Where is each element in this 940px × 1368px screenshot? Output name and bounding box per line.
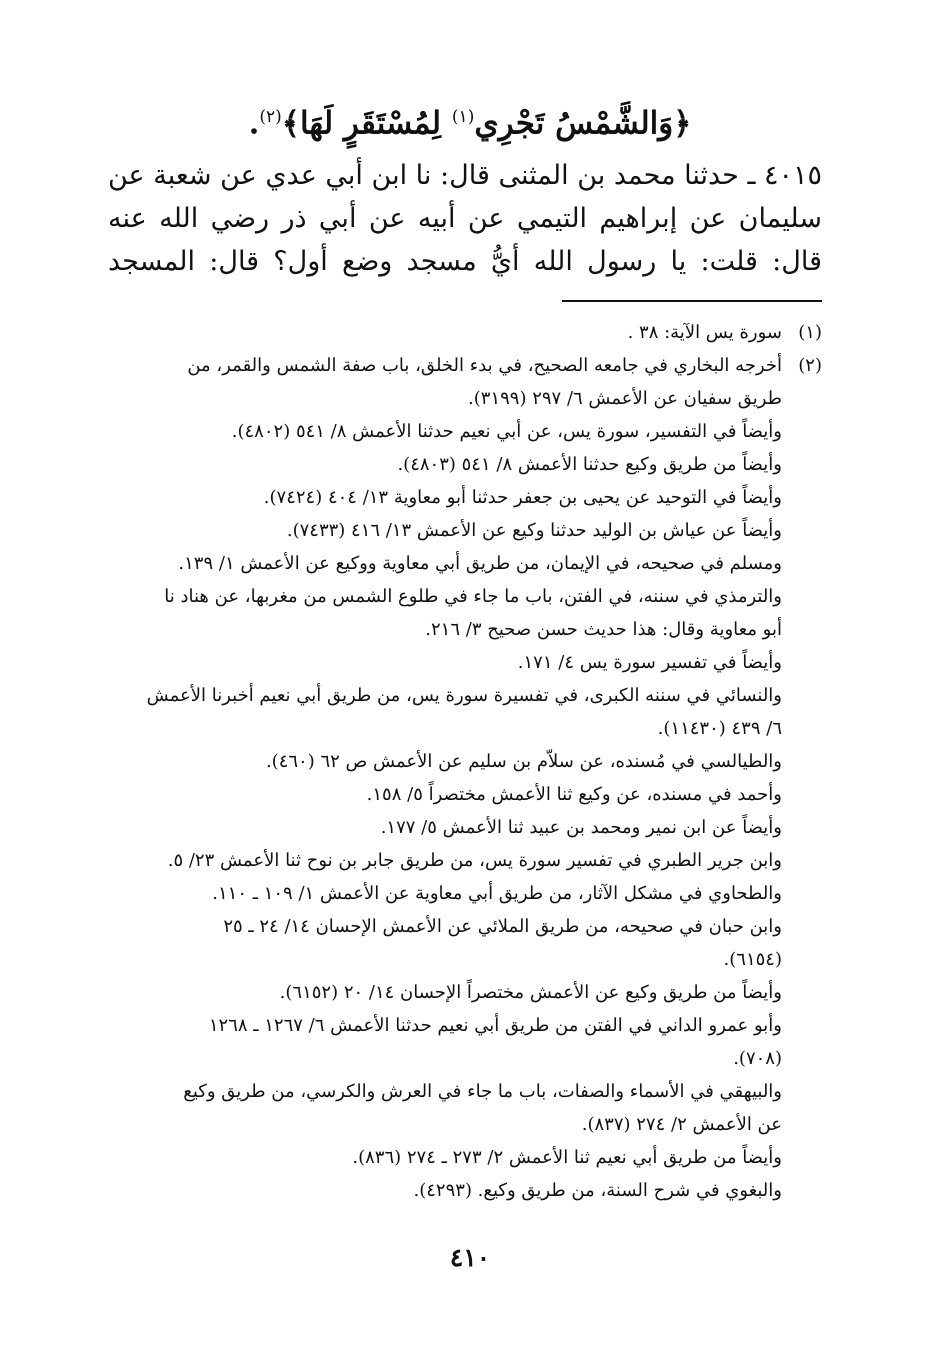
footnote-line: وأيضاً في التوحيد عن يحيى بن جعفر حدثنا أبو معاوية ١٣/ ٤٠٤ (٧٤٢٤).	[263, 487, 782, 508]
footnote-number: (٢)	[798, 355, 822, 376]
footnote-1	[105, 316, 822, 349]
footnote-line: أبو معاوية وقال: هذا حديث حسن صحيح ٣/ ٢١٦.	[425, 619, 782, 640]
footnote-line: والبغوي في شرح السنة، من طريق وكيع. (٤٢٩٣).	[413, 1180, 782, 1201]
footnote-line: وأبو عمرو الداني في الفتن من طريق أبي نعيم حدثنا الأعمش ٦/ ١٢٦٧ ـ ١٢٦٨	[208, 1015, 782, 1036]
footnote-line: والنسائي في سننه الكبرى، في تفسيرة سورة يس، من طريق أبي نعيم أخبرنا الأعمش	[146, 685, 782, 706]
footnote-line: طريق سفيان عن الأعمش ٦/ ٢٩٧ (٣١٩٩).	[468, 388, 782, 409]
hadith-text	[108, 154, 822, 283]
footnote-line: والطيالسي في مُسنده، عن سلاّم بن سليم عن الأعمش ص ٦٢ (٤٦٠).	[265, 751, 782, 772]
footnotes	[105, 316, 822, 1207]
verse-text-1: ﴿وَالشَّمْسُ تَجْرِي	[474, 105, 692, 142]
footnote-line: وأيضاً من طريق وكيع حدثنا الأعمش ٨/ ٥٤١ (٤٨٠٣).	[397, 454, 782, 475]
footnote-line: والبيهقي في الأسماء والصفات، باب ما جاء في العرش والكرسي، من طريق وكيع	[183, 1081, 782, 1102]
hadith-line: قال: قلت: يا رسول الله أيُّ مسجد وضع أول؟ قال: المسجد	[108, 246, 822, 277]
footnote-line: وابن حبان في صحيحه، من طريق الملائي عن الأعمش الإحسان ١٤/ ٢٤ ـ ٢٥	[223, 916, 782, 937]
footnote-line: ٦/ ٤٣٩ (١١٤٣٠).	[657, 718, 782, 739]
footnote-separator	[562, 300, 822, 302]
footnote-ref-2[interactable]: (٢)	[259, 107, 282, 127]
verse-text-2: لِمُسْتَقَرٍ لَهَا﴾	[281, 105, 442, 142]
footnote-line: عن الأعمش ٢/ ٢٧٤ (٨٣٧).	[581, 1114, 782, 1135]
footnote-line: أخرجه البخاري في جامعه الصحيح، في بدء الخلق، باب صفة الشمس والقمر، من	[187, 355, 782, 376]
footnote-line: وأحمد في مسنده، عن وكيع ثنا الأعمش مختصراً ٥/ ١٥٨.	[366, 784, 782, 805]
page-number: ٤١٠	[449, 1243, 491, 1272]
footnote-2	[105, 349, 822, 1207]
footnote-line: (٦١٥٤).	[723, 949, 782, 970]
footnote-line: والترمذي في سننه، في الفتن، باب ما جاء في طلوع الشمس من مغربها، عن هناد نا	[164, 586, 782, 607]
footnote-line: وأيضاً من طريق أبي نعيم ثنا الأعمش ٢/ ٢٧٣ ـ ٢٧٤ (٨٣٦).	[352, 1147, 782, 1168]
footnote-line: وأيضاً في التفسير، سورة يس، عن أبي نعيم حدثنا الأعمش ٨/ ٥٤١ (٤٨٠٢).	[231, 421, 782, 442]
footnote-line: وابن جرير الطبري في تفسير سورة يس، من طريق جابر بن نوح ثنا الأعمش ٢٣/ ٥.	[167, 850, 782, 871]
hadith-line: سليمان عن إبراهيم التيمي عن أبيه عن أبي ذر رضي الله عنه	[108, 203, 822, 234]
hadith-line: ٤٠١٥ ـ حدثنا محمد بن المثنى قال: نا ابن أبي عدي عن شعبة عن	[108, 160, 822, 191]
footnote-line: وأيضاً في تفسير سورة يس ٤/ ١٧١.	[517, 652, 782, 673]
footnote-ref-1[interactable]: (١)	[451, 107, 475, 127]
footnote-line: سورة يس الآية: ٣٨ .	[627, 322, 782, 343]
footnote-line: (٧٠٨).	[733, 1048, 782, 1069]
verse-heading	[100, 92, 840, 148]
footnote-number: (١)	[798, 322, 822, 343]
footnote-line: وأيضاً عن ابن نمير ومحمد بن عبيد ثنا الأعمش ٥/ ١٧٧.	[380, 817, 782, 838]
footnote-line: والطحاوي في مشكل الآثار، من طريق أبي معاوية عن الأعمش ١/ ١٠٩ ـ ١١٠.	[212, 883, 782, 904]
footnote-line: وأيضاً عن عياش بن الوليد حدثنا وكيع عن الأعمش ١٣/ ٤١٦ (٧٤٣٣).	[286, 520, 782, 541]
footnote-line: وأيضاً من طريق وكيع عن الأعمش مختصراً الإحسان ١٤/ ٢٠ (٦١٥٢).	[279, 982, 782, 1003]
footnote-line: ومسلم في صحيحه، في الإيمان، من طريق أبي معاوية ووكيع عن الأعمش ١/ ١٣٩.	[178, 553, 782, 574]
verse-end: .	[248, 105, 260, 142]
